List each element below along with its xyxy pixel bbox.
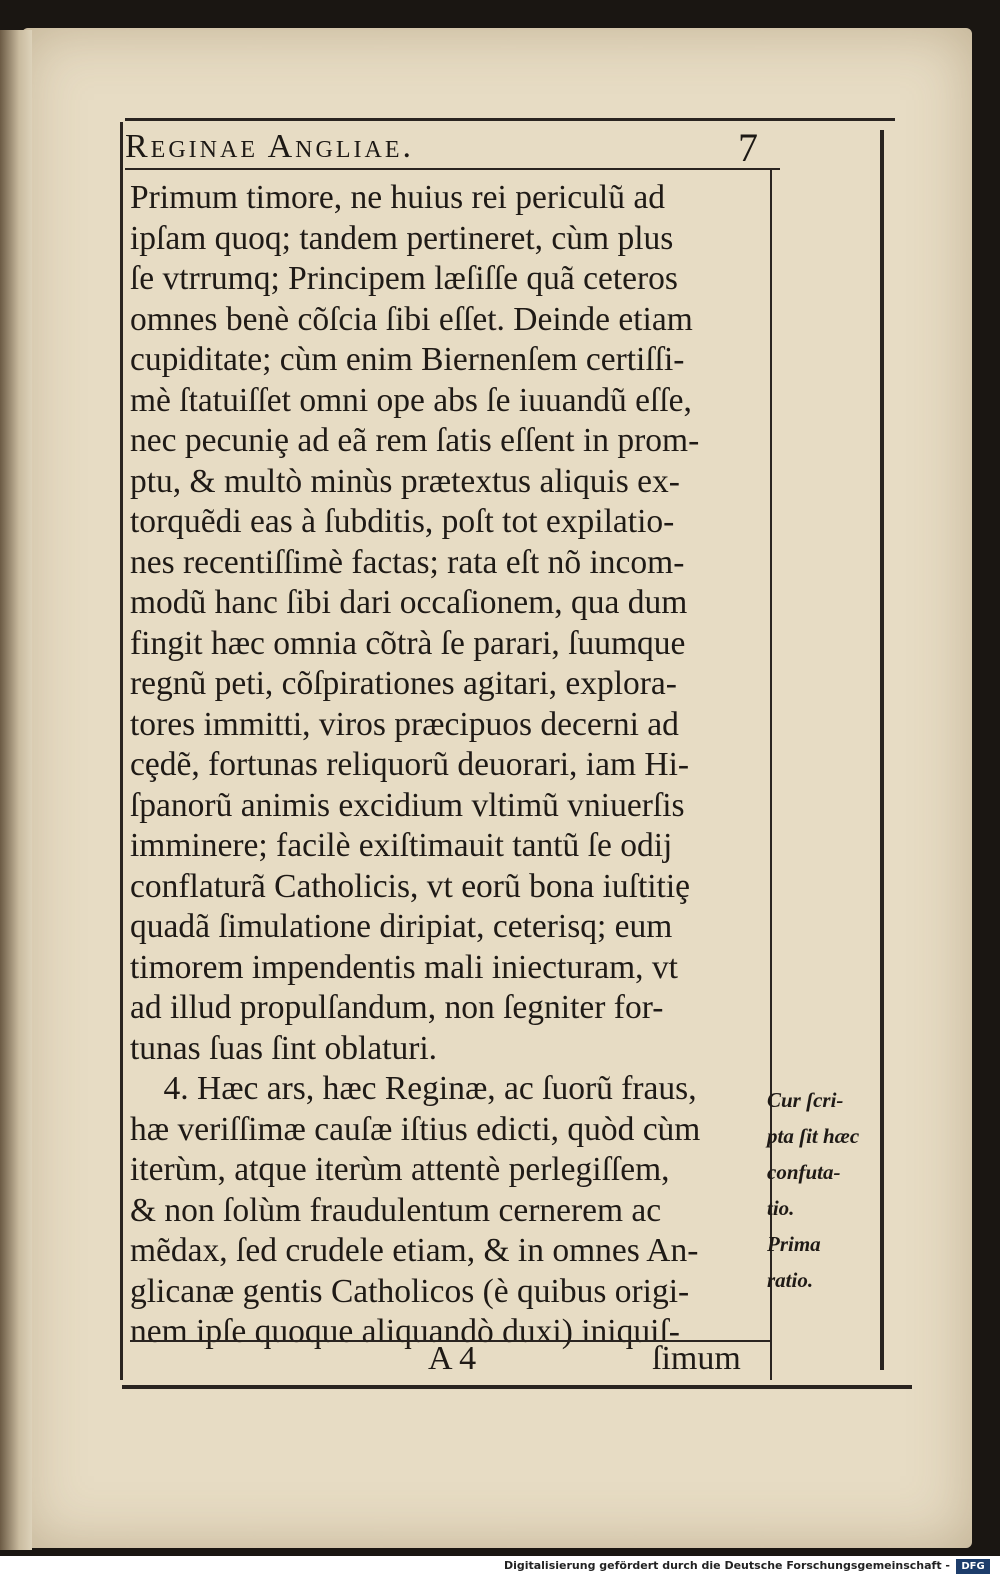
- facing-page-edge: [0, 30, 32, 1550]
- margin-note-line: tio.: [767, 1196, 795, 1220]
- text-line: nes recentiſſimè factas; rata eſt nõ incom-: [130, 543, 685, 581]
- margin-note-line: Cur ſcri-: [767, 1088, 844, 1112]
- body-text: [130, 178, 764, 1353]
- dfg-logo: DFG: [956, 1559, 990, 1574]
- catchword: ſimum: [652, 1340, 741, 1377]
- text-line: hæ veriſſimæ cauſæ iſtius edicti, quòd cùm: [130, 1110, 701, 1148]
- text-line: ptu, & multò minùs prætextus aliquis ex-: [130, 462, 680, 500]
- text-line: & non ſolùm fraudulentum cernerem ac: [130, 1191, 662, 1229]
- text-line: iterùm, atque iterùm attentè perlegiſſem,: [130, 1151, 670, 1188]
- text-line: fingit hæc omnia cõtrà ſe parari, ſuumque: [130, 624, 686, 662]
- text-line: ad illud propulſandum, non ſegniter for-: [130, 989, 664, 1026]
- text-line: mè ſtatuiſſet omni ope abs ſe iuuandũ eſſe,: [130, 381, 692, 419]
- text-line: imminere; facilè exiſtimauit tantũ ſe odij: [130, 827, 673, 864]
- text-line: modũ hanc ſibi dari occaſionem, qua dum: [130, 584, 688, 621]
- header-rule: [125, 168, 780, 170]
- frame-bottom-rule: [122, 1385, 912, 1389]
- text-line: nem ipſe quoque aliquandò duxi) iniquiſ-: [130, 1313, 680, 1350]
- margin-note-line: ratio.: [767, 1268, 814, 1292]
- text-line: ſe vtrrumq; Principem læſiſſe quã ceteros: [130, 260, 678, 297]
- text-line: torquẽdi eas à ſubditis, poſt tot expilatio-: [130, 503, 675, 540]
- running-title: Reginae Angliae.: [125, 128, 414, 165]
- margin-note-line: confuta-: [767, 1160, 841, 1184]
- text-line: omnes benè cõſcia ſibi eſſet. Deinde etiam: [130, 300, 693, 338]
- margin-note-line: pta ſit hæc: [767, 1124, 860, 1148]
- text-line: conflaturã Catholicis, vt eorũ bona iuſtitiȩ: [130, 867, 691, 905]
- text-line: quadã ſimulatione diripiat, ceterisq; eum: [130, 908, 673, 945]
- margin-note-line: Prima: [767, 1232, 821, 1256]
- text-line: timorem impendentis mali iniecturam, vt: [130, 948, 678, 986]
- text-line: Primum timore, ne huius rei periculũ ad: [130, 179, 665, 216]
- text-line: ipſam quoq; tandem pertineret, cùm plus: [130, 219, 674, 257]
- text-line: glicanæ gentis Catholicos (è quibus origi-: [130, 1272, 690, 1310]
- text-line: nec pecuniȩ ad eã rem ſatis eſſent in prom-: [130, 422, 700, 459]
- text-line: regnũ peti, cõſpirationes agitari, explora-: [130, 665, 677, 702]
- text-line: tunas ſuas ſint oblaturi.: [130, 1029, 438, 1067]
- digitization-credit: Digitalisierung gefördert durch die Deutsche Forschungsgemeinschaft -: [503, 1559, 950, 1572]
- text-line: tores immitti, viros præcipuos decerni ad: [130, 705, 679, 743]
- text-line: 4. Hæc ars, hæc Reginæ, ac ſuorũ fraus,: [130, 1070, 697, 1107]
- signature-mark: A 4: [428, 1340, 477, 1377]
- text-line: cupiditate; cùm enim Biernenſem certiſſi-: [130, 341, 685, 378]
- text-line: ſpanorũ animis excidium vltimũ vniuerſis: [130, 786, 685, 824]
- frame-left-rule: [120, 122, 123, 1380]
- marginal-note: [767, 1082, 882, 1298]
- text-line: cȩdẽ, fortunas reliquorũ deuorari, iam Hi-: [130, 746, 690, 783]
- page-number: 7: [738, 125, 758, 170]
- text-line: mẽdax, ſed crudele etiam, & in omnes An-: [130, 1232, 699, 1269]
